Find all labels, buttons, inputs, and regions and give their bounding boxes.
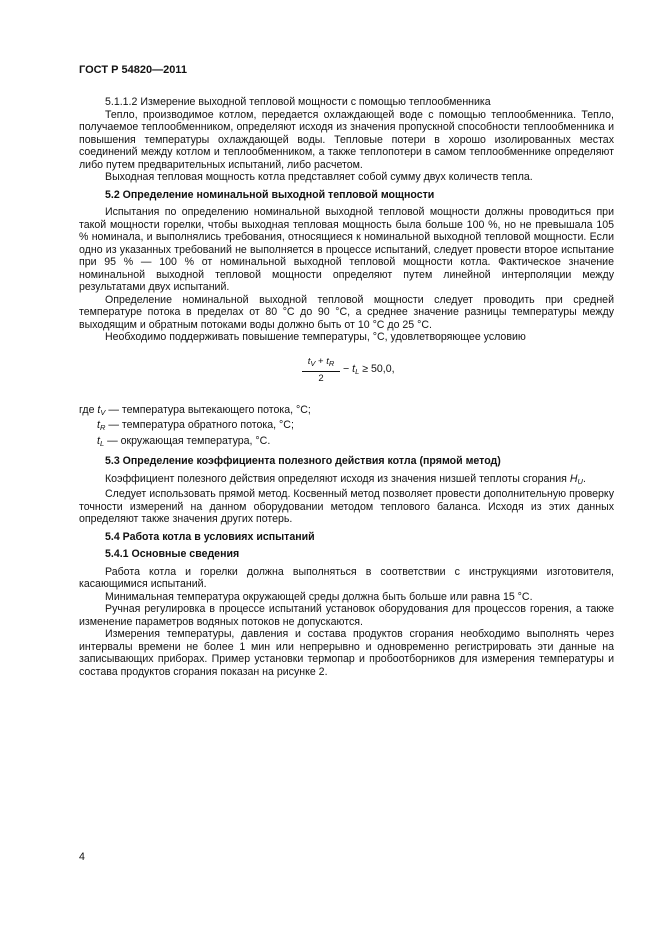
section-5-2-paragraph-2: Определение номинальной выходной тепловой мощности следует проводить при средней температуре потока в пределах от 80 °С до 90 °С, а среднее значение разницы температуры между выходящим и обратным потоками воды должно быть от 10 °С до 25 °С. (79, 293, 614, 331)
section-5-3-paragraph-1: Коэффициент полезного действия определяют исходя из значения низшей теплоты сгорания $H_U$. (105, 472, 586, 486)
section-5-4-1-paragraph-4: Измерения температуры, давления и состава продуктов сгорания необходимо выполнять через интервалы времени не более 1 мин или непрерывно и одновременно регистрировать эти данные на записывающих приборах. Пример установки термопар и пробоотборников для измерения температуры и состава продуктов сгорания показан на рисунке 2. (79, 628, 614, 678)
legend-tr: $t_R$ — температура обратного потока, °С; (97, 419, 294, 432)
legend-tv: где $t_V$ — температура вытекающего потока, °С; (79, 403, 311, 417)
temperature-condition-formula (79, 356, 614, 390)
section-5-4-1-paragraph-2: Минимальная температура окружающей среды должна быть больше или равна 15 °С. (105, 590, 533, 603)
section-5-1-1-2-paragraph-1: Тепло, производимое котлом, передается охлаждающей воде с помощью теплообменника. Тепло, получаемое теплообменником, определяют исходя из значения пропускной способности теплообменника и повышения температуры охлаждающей воды. Тепловые потери в хорошо изолированных местах соединений между котлом и теплообменником, а также теплопотери в самом теплообменнике определяют либо путем предварительных испытаний, либо расчетом. (79, 108, 614, 171)
formula-remainder: − $t_L \ge 50,0$, (343, 362, 395, 376)
section-5-3-heading: 5.3 Определение коэффициента полезного действия котла (прямой метод) (105, 455, 501, 467)
section-5-4-1-paragraph-1: Работа котла и горелки должна выполняться в соответствии с инструкциями изготовителя, касающимися испытаний. (79, 565, 614, 590)
section-5-4-1-paragraph-3: Ручная регулировка в процессе испытаний установок оборудования для процессов горения, а также изменение параметров водяных потоков не допускаются. (79, 603, 614, 628)
section-5-1-1-2-paragraph-2: Выходная тепловая мощность котла представляет собой сумму двух количеств тепла. (105, 171, 533, 183)
legend-tl: $t_L$ — окружающая температура, °С. (97, 434, 271, 448)
section-5-2-paragraph-3: Необходимо поддерживать повышение температуры, °С, удовлетворяющее условию (105, 331, 526, 343)
formula-denominator: 2 (318, 373, 324, 384)
section-5-2-heading: 5.2 Определение номинальной выходной тепловой мощности (105, 188, 435, 201)
section-5-2-paragraph-1: Испытания по определению номинальной выходной тепловой мощности должны проводиться при такой мощности горелки, чтобы выходная тепловая мощность была больше 100 %, но не превышала 105 % номинала, и выполнялись требования, относящиеся к номинальной выходной тепловой мощности. Если одно из указанных требований не выполняется в процессе испытаний, следует провести второе испытание при 95 % — 100 % от номинальной выходной тепловой мощности котла. Фактическое значение номинальной выходной тепловой мощности определяют путем линейной интерполяции между результатами двух испытаний. (79, 206, 614, 293)
document-code-header: ГОСТ Р 54820—2011 (79, 64, 187, 76)
section-5-4-heading: 5.4 Работа котла в условиях испытаний (105, 530, 315, 543)
formula-legend (79, 404, 614, 451)
section-5-1-1-2-title: 5.1.1.2 Измерение выходной тепловой мощности с помощью теплообменника (105, 96, 491, 108)
section-5-3-paragraph-2: Следует использовать прямой метод. Косвенный метод позволяет провести дополнительную проверку точности измерений на данном оборудовании методом теплового баланса. Исходя из этих данных определяют также значения других потерь. (79, 488, 614, 525)
document-body (79, 96, 614, 678)
page-number: 4 (79, 851, 85, 863)
formula-fraction (302, 356, 340, 386)
section-5-4-1-heading: 5.4.1 Основные сведения (105, 548, 240, 560)
formula-numerator: $t_V + t_R$ (302, 356, 340, 373)
